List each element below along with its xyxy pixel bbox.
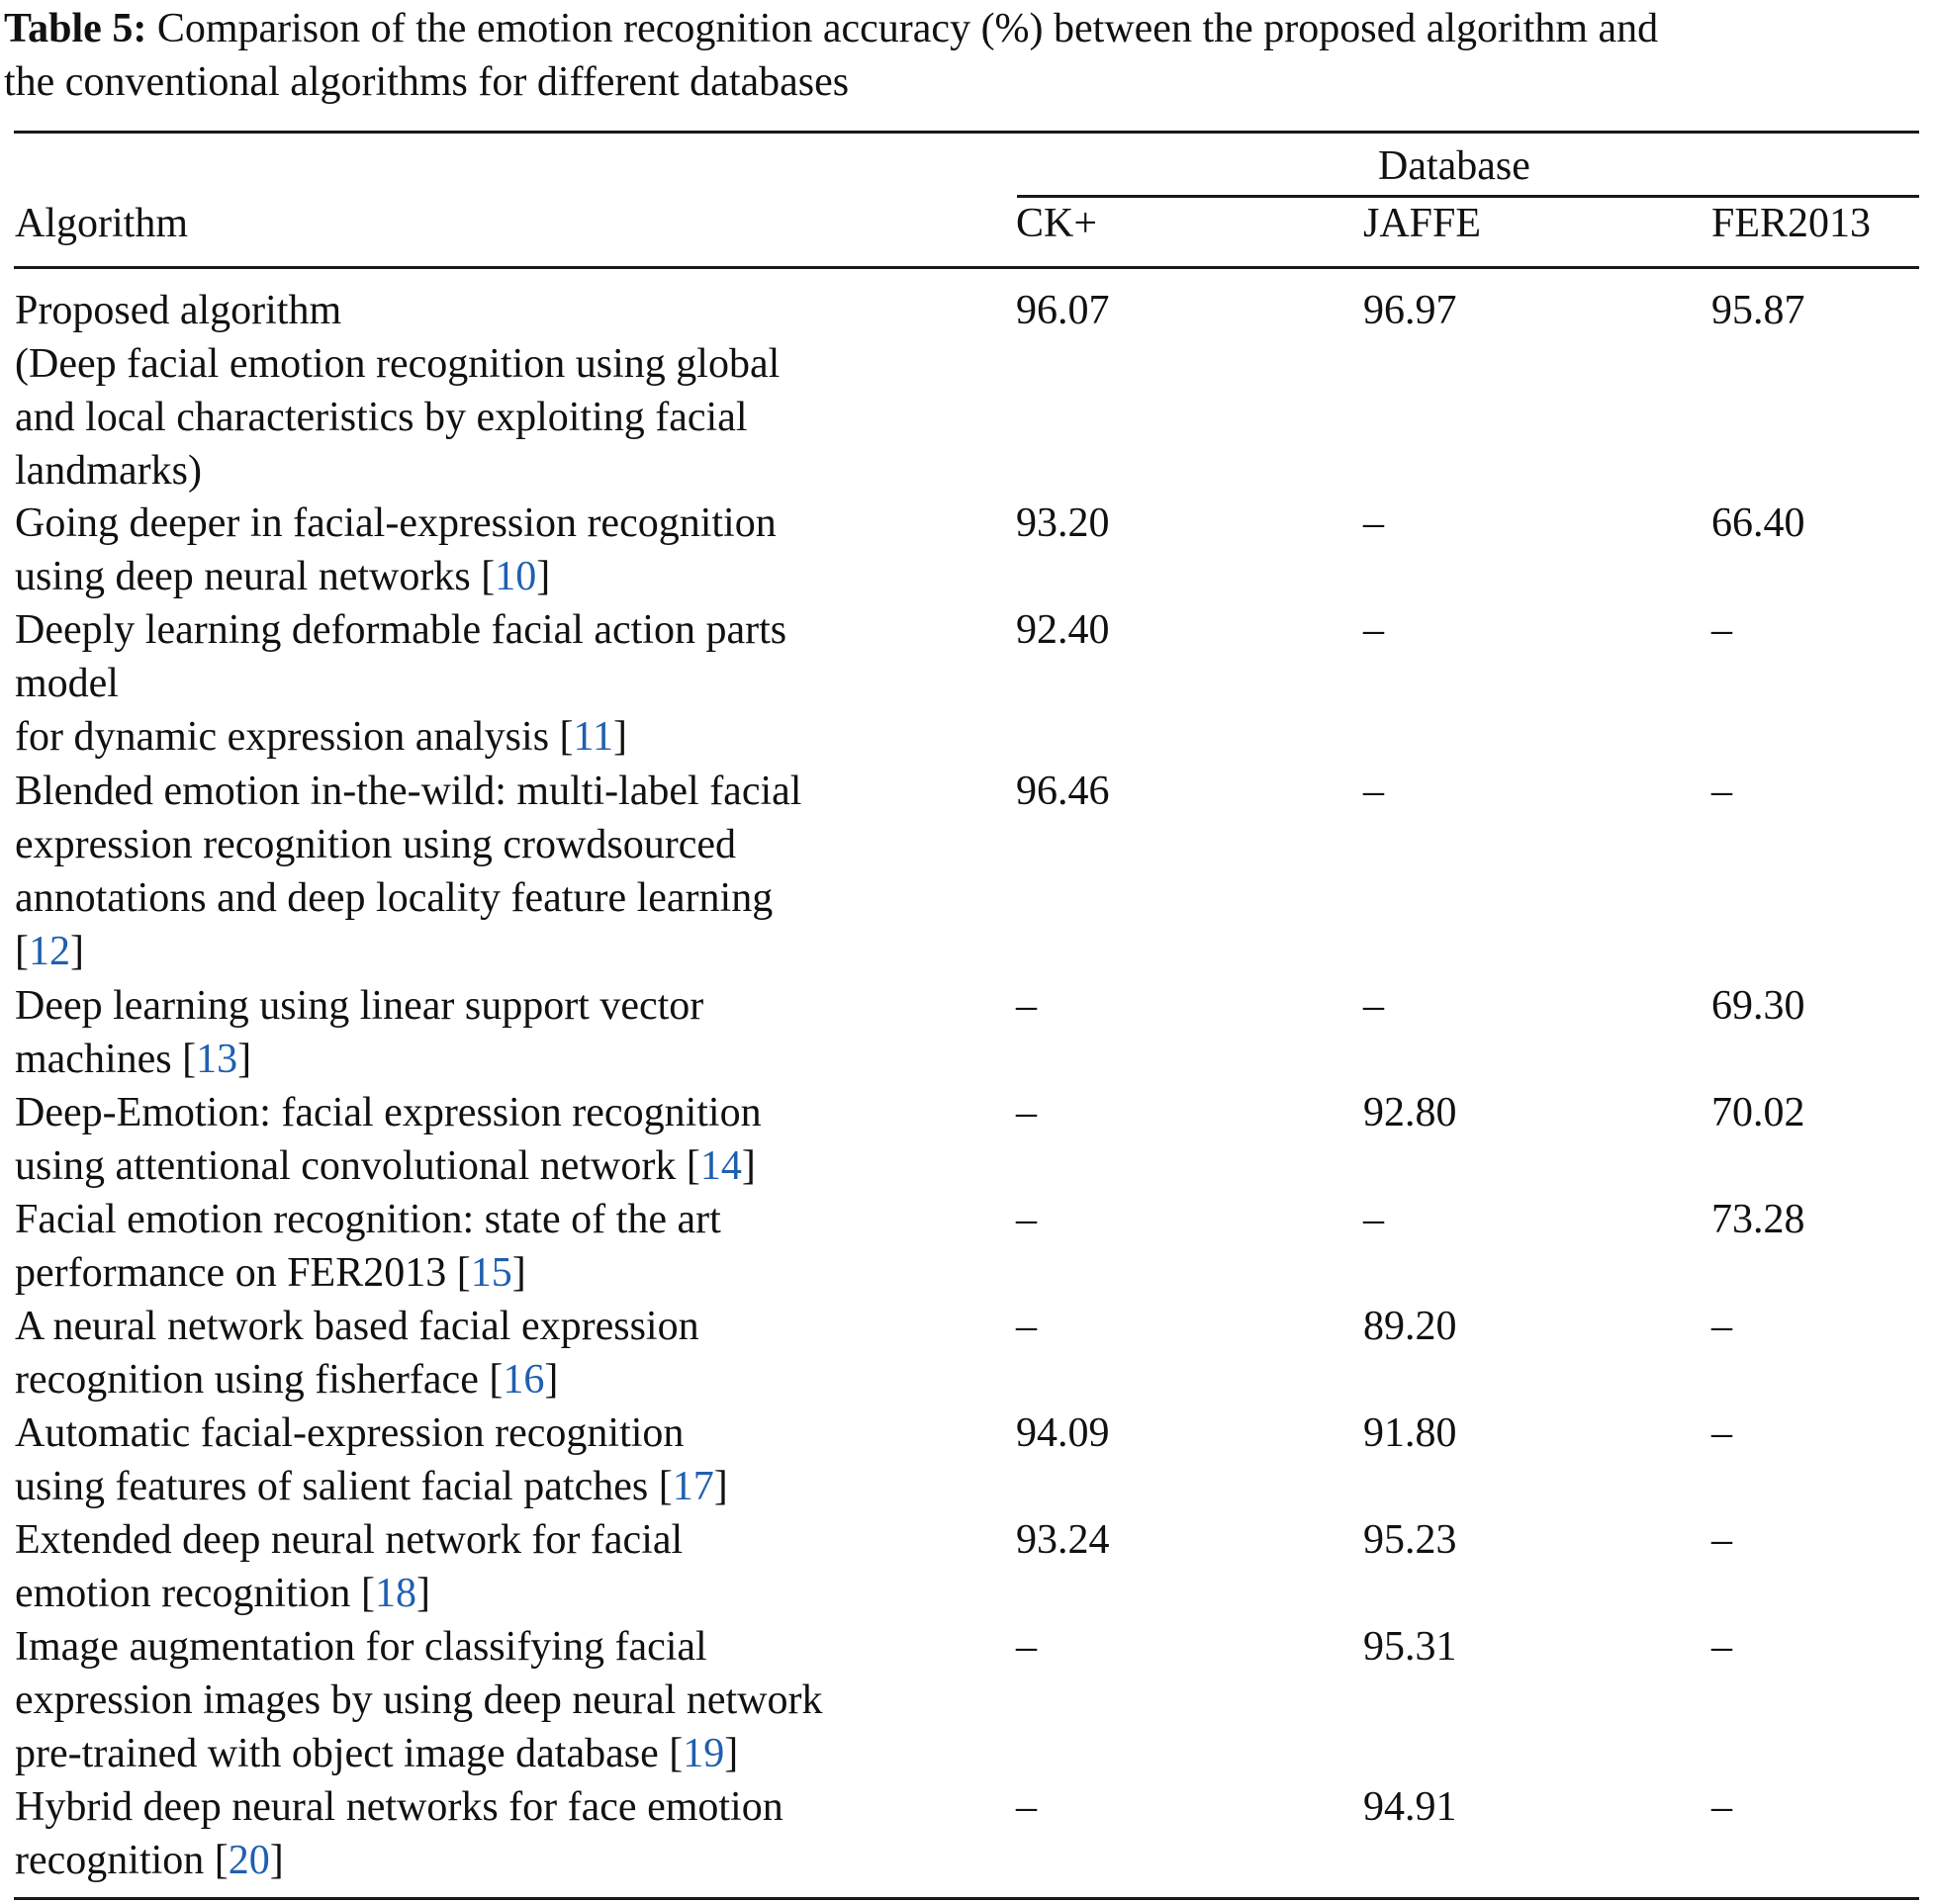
algorithm-name-line: recognition using fisherface [16] bbox=[15, 1357, 559, 1403]
algorithm-name-line: and local characteristics by exploiting facial bbox=[15, 395, 748, 440]
value-jaffe: – bbox=[1363, 983, 1384, 1029]
column-header-fer2013: FER2013 bbox=[1711, 201, 1872, 246]
algorithm-name-line: [12] bbox=[15, 929, 84, 974]
value-fer2013: – bbox=[1711, 1410, 1732, 1456]
algorithm-name-line: model bbox=[15, 661, 119, 706]
algorithm-name-line: Blended emotion in-the-wild: multi-label facial bbox=[15, 769, 802, 814]
value-ckplus: – bbox=[1016, 983, 1037, 1029]
value-fer2013: – bbox=[1711, 607, 1732, 653]
value-jaffe: 95.23 bbox=[1363, 1517, 1457, 1563]
value-jaffe: 96.97 bbox=[1363, 288, 1457, 333]
value-jaffe: – bbox=[1363, 769, 1384, 814]
algorithm-name-text: performance on FER2013 bbox=[15, 1250, 457, 1296]
value-ckplus: 96.46 bbox=[1016, 769, 1110, 814]
value-fer2013: 95.87 bbox=[1711, 288, 1805, 333]
algorithm-name bbox=[15, 1193, 965, 1300]
top-rule bbox=[14, 131, 1919, 134]
value-fer2013: – bbox=[1711, 1517, 1732, 1563]
algorithm-name-text: machines bbox=[15, 1037, 183, 1082]
value-fer2013: – bbox=[1711, 1624, 1732, 1670]
value-jaffe: 94.91 bbox=[1363, 1784, 1457, 1830]
citation-link[interactable]: 12 bbox=[29, 929, 70, 974]
value-ckplus: 96.07 bbox=[1016, 288, 1110, 333]
algorithm-name-line: (Deep facial emotion recognition using global bbox=[15, 341, 781, 387]
algorithm-name-line: using deep neural networks [10] bbox=[15, 554, 551, 599]
value-ckplus: 93.20 bbox=[1016, 500, 1110, 546]
algorithm-name-text: for dynamic expression analysis bbox=[15, 714, 560, 760]
value-ckplus: 94.09 bbox=[1016, 1410, 1110, 1456]
algorithm-name-line: pre-trained with object image database [19] bbox=[15, 1731, 739, 1776]
algorithm-name-line: Image augmentation for classifying facial bbox=[15, 1624, 707, 1670]
table-caption bbox=[4, 2, 1929, 109]
algorithm-name-line: recognition [20] bbox=[15, 1838, 284, 1883]
algorithm-name bbox=[15, 979, 965, 1086]
value-ckplus: – bbox=[1016, 1090, 1037, 1135]
algorithm-name-text: using deep neural networks bbox=[15, 554, 482, 599]
algorithm-name-line: Hybrid deep neural networks for face emotion bbox=[15, 1784, 783, 1830]
algorithm-name-line: Proposed algorithm bbox=[15, 288, 342, 333]
algorithm-name-line: machines [13] bbox=[15, 1037, 252, 1082]
value-jaffe: – bbox=[1363, 500, 1384, 546]
algorithm-name-text: using features of salient facial patches bbox=[15, 1464, 659, 1509]
algorithm-name-line: using features of salient facial patches [17] bbox=[15, 1464, 728, 1509]
algorithm-name-line: using attentional convolutional network [14] bbox=[15, 1143, 756, 1189]
algorithm-name-line: Deeply learning deformable facial action parts bbox=[15, 607, 787, 653]
value-ckplus: – bbox=[1016, 1624, 1037, 1670]
algorithm-name-line: Deep learning using linear support vector bbox=[15, 983, 704, 1029]
algorithm-name-line: annotations and deep locality feature learning bbox=[15, 875, 774, 921]
algorithm-name bbox=[15, 1300, 965, 1406]
database-group-header: Database bbox=[1378, 143, 1530, 189]
value-jaffe: – bbox=[1363, 607, 1384, 653]
algorithm-name-text: recognition bbox=[15, 1838, 215, 1883]
algorithm-name-text: emotion recognition bbox=[15, 1571, 361, 1616]
caption-text-line1: Comparison of the emotion recognition accuracy (%) between the proposed algorithm and bbox=[146, 6, 1659, 51]
citation-link[interactable]: 14 bbox=[699, 1143, 742, 1189]
algorithm-name-text: pre-trained with object image database bbox=[15, 1731, 670, 1776]
algorithm-name bbox=[15, 1086, 965, 1193]
algorithm-name-line: expression recognition using crowdsourced bbox=[15, 822, 736, 867]
citation-link[interactable]: 17 bbox=[672, 1464, 714, 1509]
algorithm-name-text: using attentional convolutional network bbox=[15, 1143, 687, 1189]
value-ckplus: – bbox=[1016, 1197, 1037, 1242]
algorithm-name bbox=[15, 497, 965, 603]
citation-link[interactable]: 11 bbox=[573, 714, 613, 760]
algorithm-name-line: Facial emotion recognition: state of the art bbox=[15, 1197, 721, 1242]
citation-link[interactable]: 10 bbox=[495, 554, 537, 599]
column-header-ckplus: CK+ bbox=[1016, 201, 1098, 246]
algorithm-name bbox=[15, 1513, 965, 1620]
value-fer2013: – bbox=[1711, 769, 1732, 814]
value-jaffe: 95.31 bbox=[1363, 1624, 1457, 1670]
algorithm-name bbox=[15, 603, 965, 764]
citation-link[interactable]: 13 bbox=[196, 1037, 238, 1082]
citation-link[interactable]: 19 bbox=[683, 1731, 725, 1776]
algorithm-name-line: A neural network based facial expression bbox=[15, 1304, 699, 1349]
citation-link[interactable]: 20 bbox=[228, 1838, 270, 1883]
value-jaffe: 89.20 bbox=[1363, 1304, 1457, 1349]
value-ckplus: 92.40 bbox=[1016, 607, 1110, 653]
algorithm-name-line: Deep-Emotion: facial expression recognition bbox=[15, 1090, 762, 1135]
column-header-jaffe: JAFFE bbox=[1363, 201, 1482, 246]
algorithm-name-line: expression images by using deep neural network bbox=[15, 1677, 823, 1723]
citation-link[interactable]: 16 bbox=[503, 1357, 545, 1403]
algorithm-name-line: Automatic facial-expression recognition bbox=[15, 1410, 685, 1456]
caption-text-line2: the conventional algorithms for different databases bbox=[4, 59, 850, 105]
value-fer2013: 66.40 bbox=[1711, 500, 1805, 546]
value-ckplus: – bbox=[1016, 1304, 1037, 1349]
algorithm-name-line: Extended deep neural network for facial bbox=[15, 1517, 684, 1563]
value-jaffe: – bbox=[1363, 1197, 1384, 1242]
value-ckplus: 93.24 bbox=[1016, 1517, 1110, 1563]
value-fer2013: – bbox=[1711, 1784, 1732, 1830]
header-rule bbox=[14, 266, 1919, 269]
value-fer2013: 70.02 bbox=[1711, 1090, 1805, 1135]
algorithm-name bbox=[15, 1780, 965, 1887]
algorithm-name-line: for dynamic expression analysis [11] bbox=[15, 714, 627, 760]
value-jaffe: 91.80 bbox=[1363, 1410, 1457, 1456]
caption-label: Table 5: bbox=[4, 6, 147, 51]
citation-link[interactable]: 15 bbox=[470, 1250, 512, 1296]
algorithm-name bbox=[15, 284, 965, 498]
algorithm-name bbox=[15, 1406, 965, 1513]
bottom-rule bbox=[14, 1897, 1919, 1900]
value-ckplus: – bbox=[1016, 1784, 1037, 1830]
algorithm-name bbox=[15, 765, 965, 978]
algorithm-name-text: recognition using fisherface bbox=[15, 1357, 490, 1403]
algorithm-name-line: emotion recognition [18] bbox=[15, 1571, 430, 1616]
algorithm-name-line: performance on FER2013 [15] bbox=[15, 1250, 526, 1296]
value-fer2013: – bbox=[1711, 1304, 1732, 1349]
algorithm-name-line: landmarks) bbox=[15, 448, 202, 494]
value-jaffe: 92.80 bbox=[1363, 1090, 1457, 1135]
algorithm-name-line: Going deeper in facial-expression recognition bbox=[15, 500, 777, 546]
citation-link[interactable]: 18 bbox=[374, 1571, 416, 1616]
algorithm-column-header: Algorithm bbox=[15, 201, 188, 246]
value-fer2013: 73.28 bbox=[1711, 1197, 1805, 1242]
value-fer2013: 69.30 bbox=[1711, 983, 1805, 1029]
algorithm-name bbox=[15, 1620, 965, 1780]
